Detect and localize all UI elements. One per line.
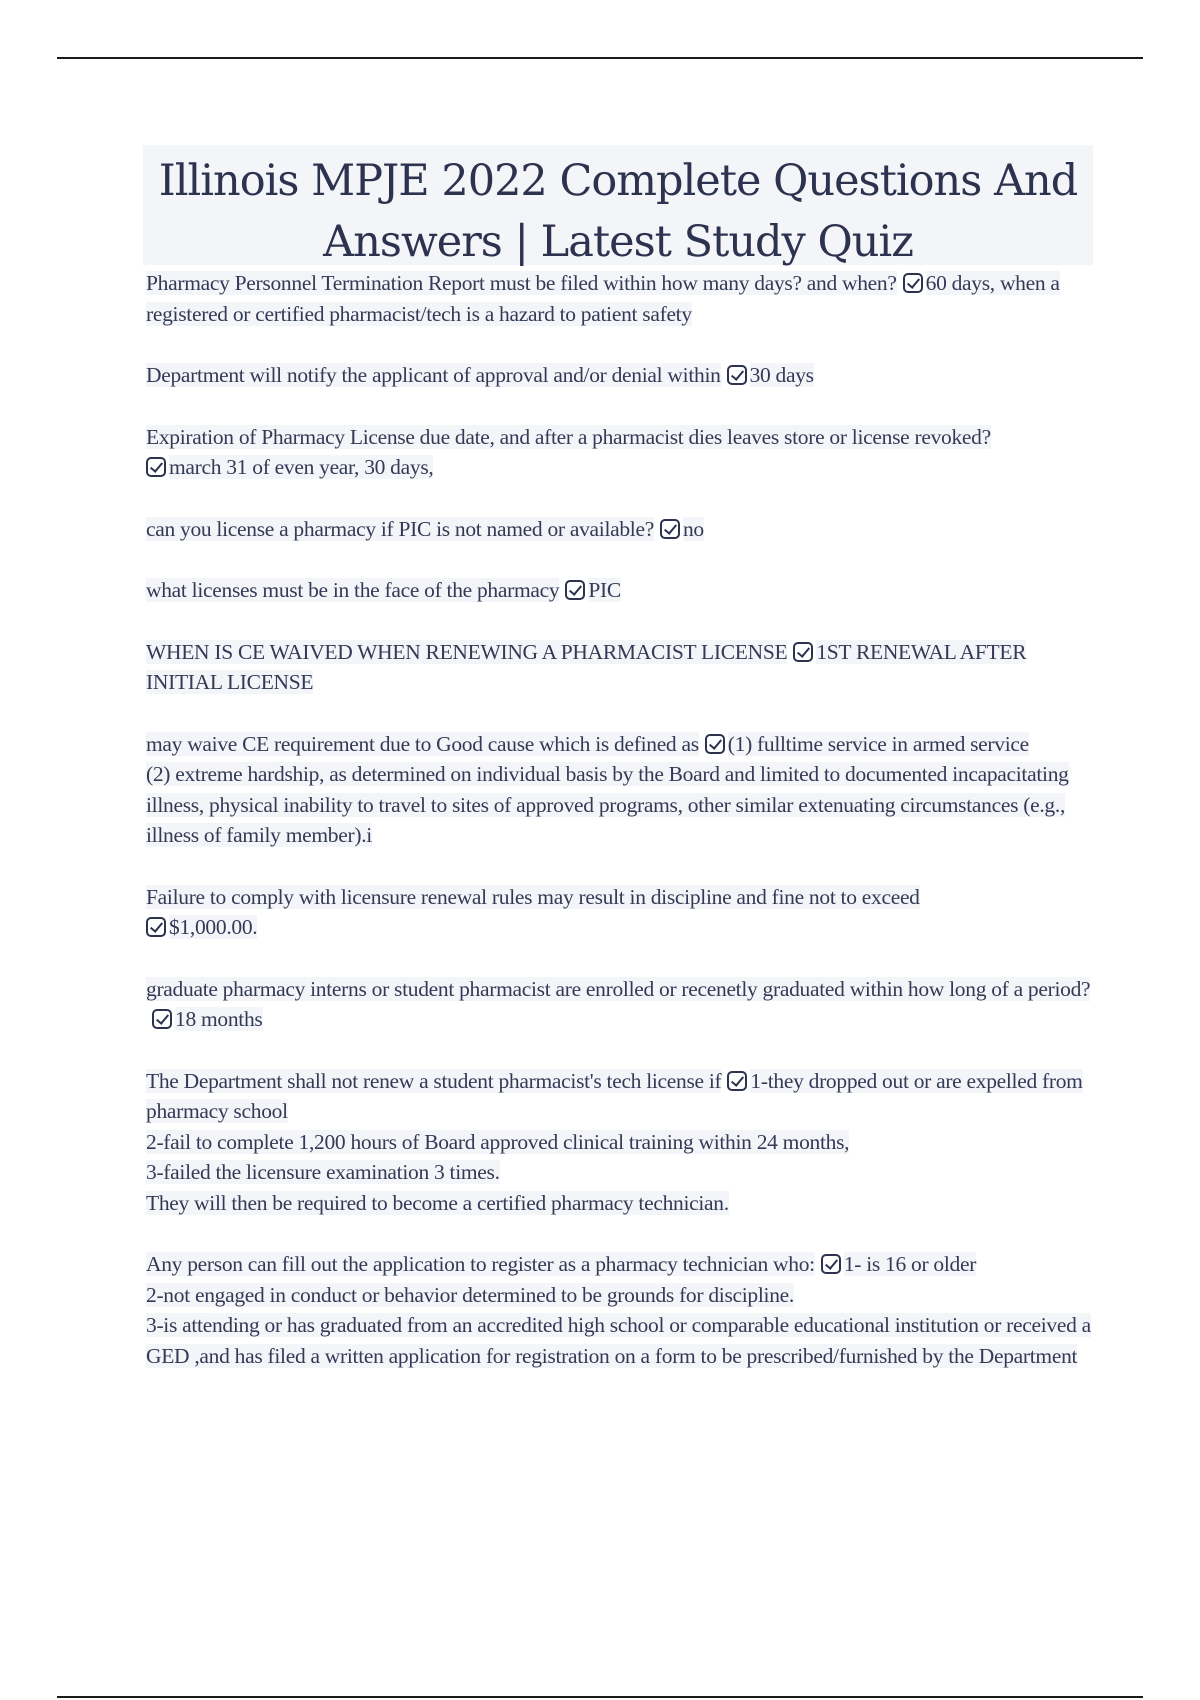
question-text: Pharmacy Personnel Termination Report must be filed within how many days? and when? xyxy=(146,271,897,295)
answer-text: march 31 of even year, 30 days, xyxy=(169,455,434,479)
question-text: The Department shall not renew a student pharmacist's tech license if xyxy=(146,1068,722,1093)
qa-item xyxy=(146,729,1096,851)
answer-text: 30 days xyxy=(749,363,814,387)
qa-item xyxy=(146,422,1096,483)
page-title: Illinois MPJE 2022 Complete Questions And Answers | Latest Study Quiz xyxy=(158,156,1078,267)
answer-text: 1- is 16 or older xyxy=(843,1252,977,1276)
answer-text: 1ST RENEWAL AFTER INITIAL LICENSE xyxy=(146,639,1027,694)
answer-text: 18 months xyxy=(175,1007,263,1031)
answer-text: 1-they dropped out or are expelled from pharmacy school xyxy=(146,1068,1083,1123)
answer-text: no xyxy=(682,516,704,541)
qa-item xyxy=(146,974,1096,1035)
checkbox-icon xyxy=(821,1254,841,1274)
checkbox-icon xyxy=(146,917,166,937)
qa-item xyxy=(146,882,1096,943)
question-text: Failure to comply with licensure renewal rules may result in discipline and fine not to exceed xyxy=(146,884,920,909)
answer-text: 3-is attending or has graduated from an accredited high school or comparable educational institution or received a GED ,and has filed a written application for registration on a form to be prescribed/furnished by the Department xyxy=(146,1313,1091,1368)
answer-text: (2) extreme hardship, as determined on individual basis by the Board and limited to documented incapacitating illness, physical inability to travel to sites of approved programs, other similar extenuating circumstances (e.g., illness of family member).i xyxy=(146,762,1069,847)
checkbox-icon xyxy=(660,519,680,539)
qa-item xyxy=(146,360,1096,391)
question-text: Department will notify the applicant of approval and/or denial within xyxy=(146,363,721,387)
checkbox-icon xyxy=(727,1071,747,1091)
header-rule xyxy=(57,57,1143,59)
answer-text: 2-fail to complete 1,200 hours of Board approved clinical training within 24 months, xyxy=(146,1129,850,1154)
question-text: can you license a pharmacy if PIC is not named or available? xyxy=(146,516,654,541)
qa-list xyxy=(146,268,1096,1371)
question-text: may waive CE requirement due to Good cause which is defined as xyxy=(146,731,699,756)
checkbox-icon xyxy=(727,365,747,385)
footer-rule xyxy=(57,1696,1143,1698)
checkbox-icon xyxy=(146,457,166,477)
question-text: Expiration of Pharmacy License due date, and after a pharmacist dies leaves store or license revoked? xyxy=(146,424,991,449)
checkbox-icon xyxy=(903,273,923,293)
qa-item xyxy=(146,268,1096,329)
answer-text: 3-failed the licensure examination 3 times. xyxy=(146,1160,500,1184)
title-block xyxy=(143,145,1093,265)
checkbox-icon xyxy=(705,734,725,754)
question-text: what licenses must be in the face of the pharmacy xyxy=(146,578,560,602)
answer-text: PIC xyxy=(588,578,621,602)
qa-item xyxy=(146,637,1096,698)
qa-item xyxy=(146,1066,1096,1219)
checkbox-icon xyxy=(793,642,813,662)
answer-text: 2-not engaged in conduct or behavior determined to be grounds for discipline. xyxy=(146,1282,794,1307)
answer-text: 60 days, when a registered or certified pharmacist/tech is a hazard to patient safety xyxy=(146,271,1060,326)
qa-item xyxy=(146,1249,1096,1371)
answer-text: $1,000.00. xyxy=(169,915,258,939)
answer-text: They will then be required to become a certified pharmacy technician. xyxy=(146,1190,729,1215)
question-text: WHEN IS CE WAIVED WHEN RENEWING A PHARMACIST LICENSE xyxy=(146,639,788,664)
qa-item xyxy=(146,575,1096,606)
question-text: graduate pharmacy interns or student pharmacist are enrolled or recenetly graduated within how long of a period? xyxy=(146,976,1091,1001)
answer-text: (1) fulltime service in armed service xyxy=(727,731,1029,756)
qa-item xyxy=(146,514,1096,545)
checkbox-icon xyxy=(565,580,585,600)
question-text: Any person can fill out the application to register as a pharmacy technician who: xyxy=(146,1252,815,1276)
checkbox-icon xyxy=(152,1009,172,1029)
